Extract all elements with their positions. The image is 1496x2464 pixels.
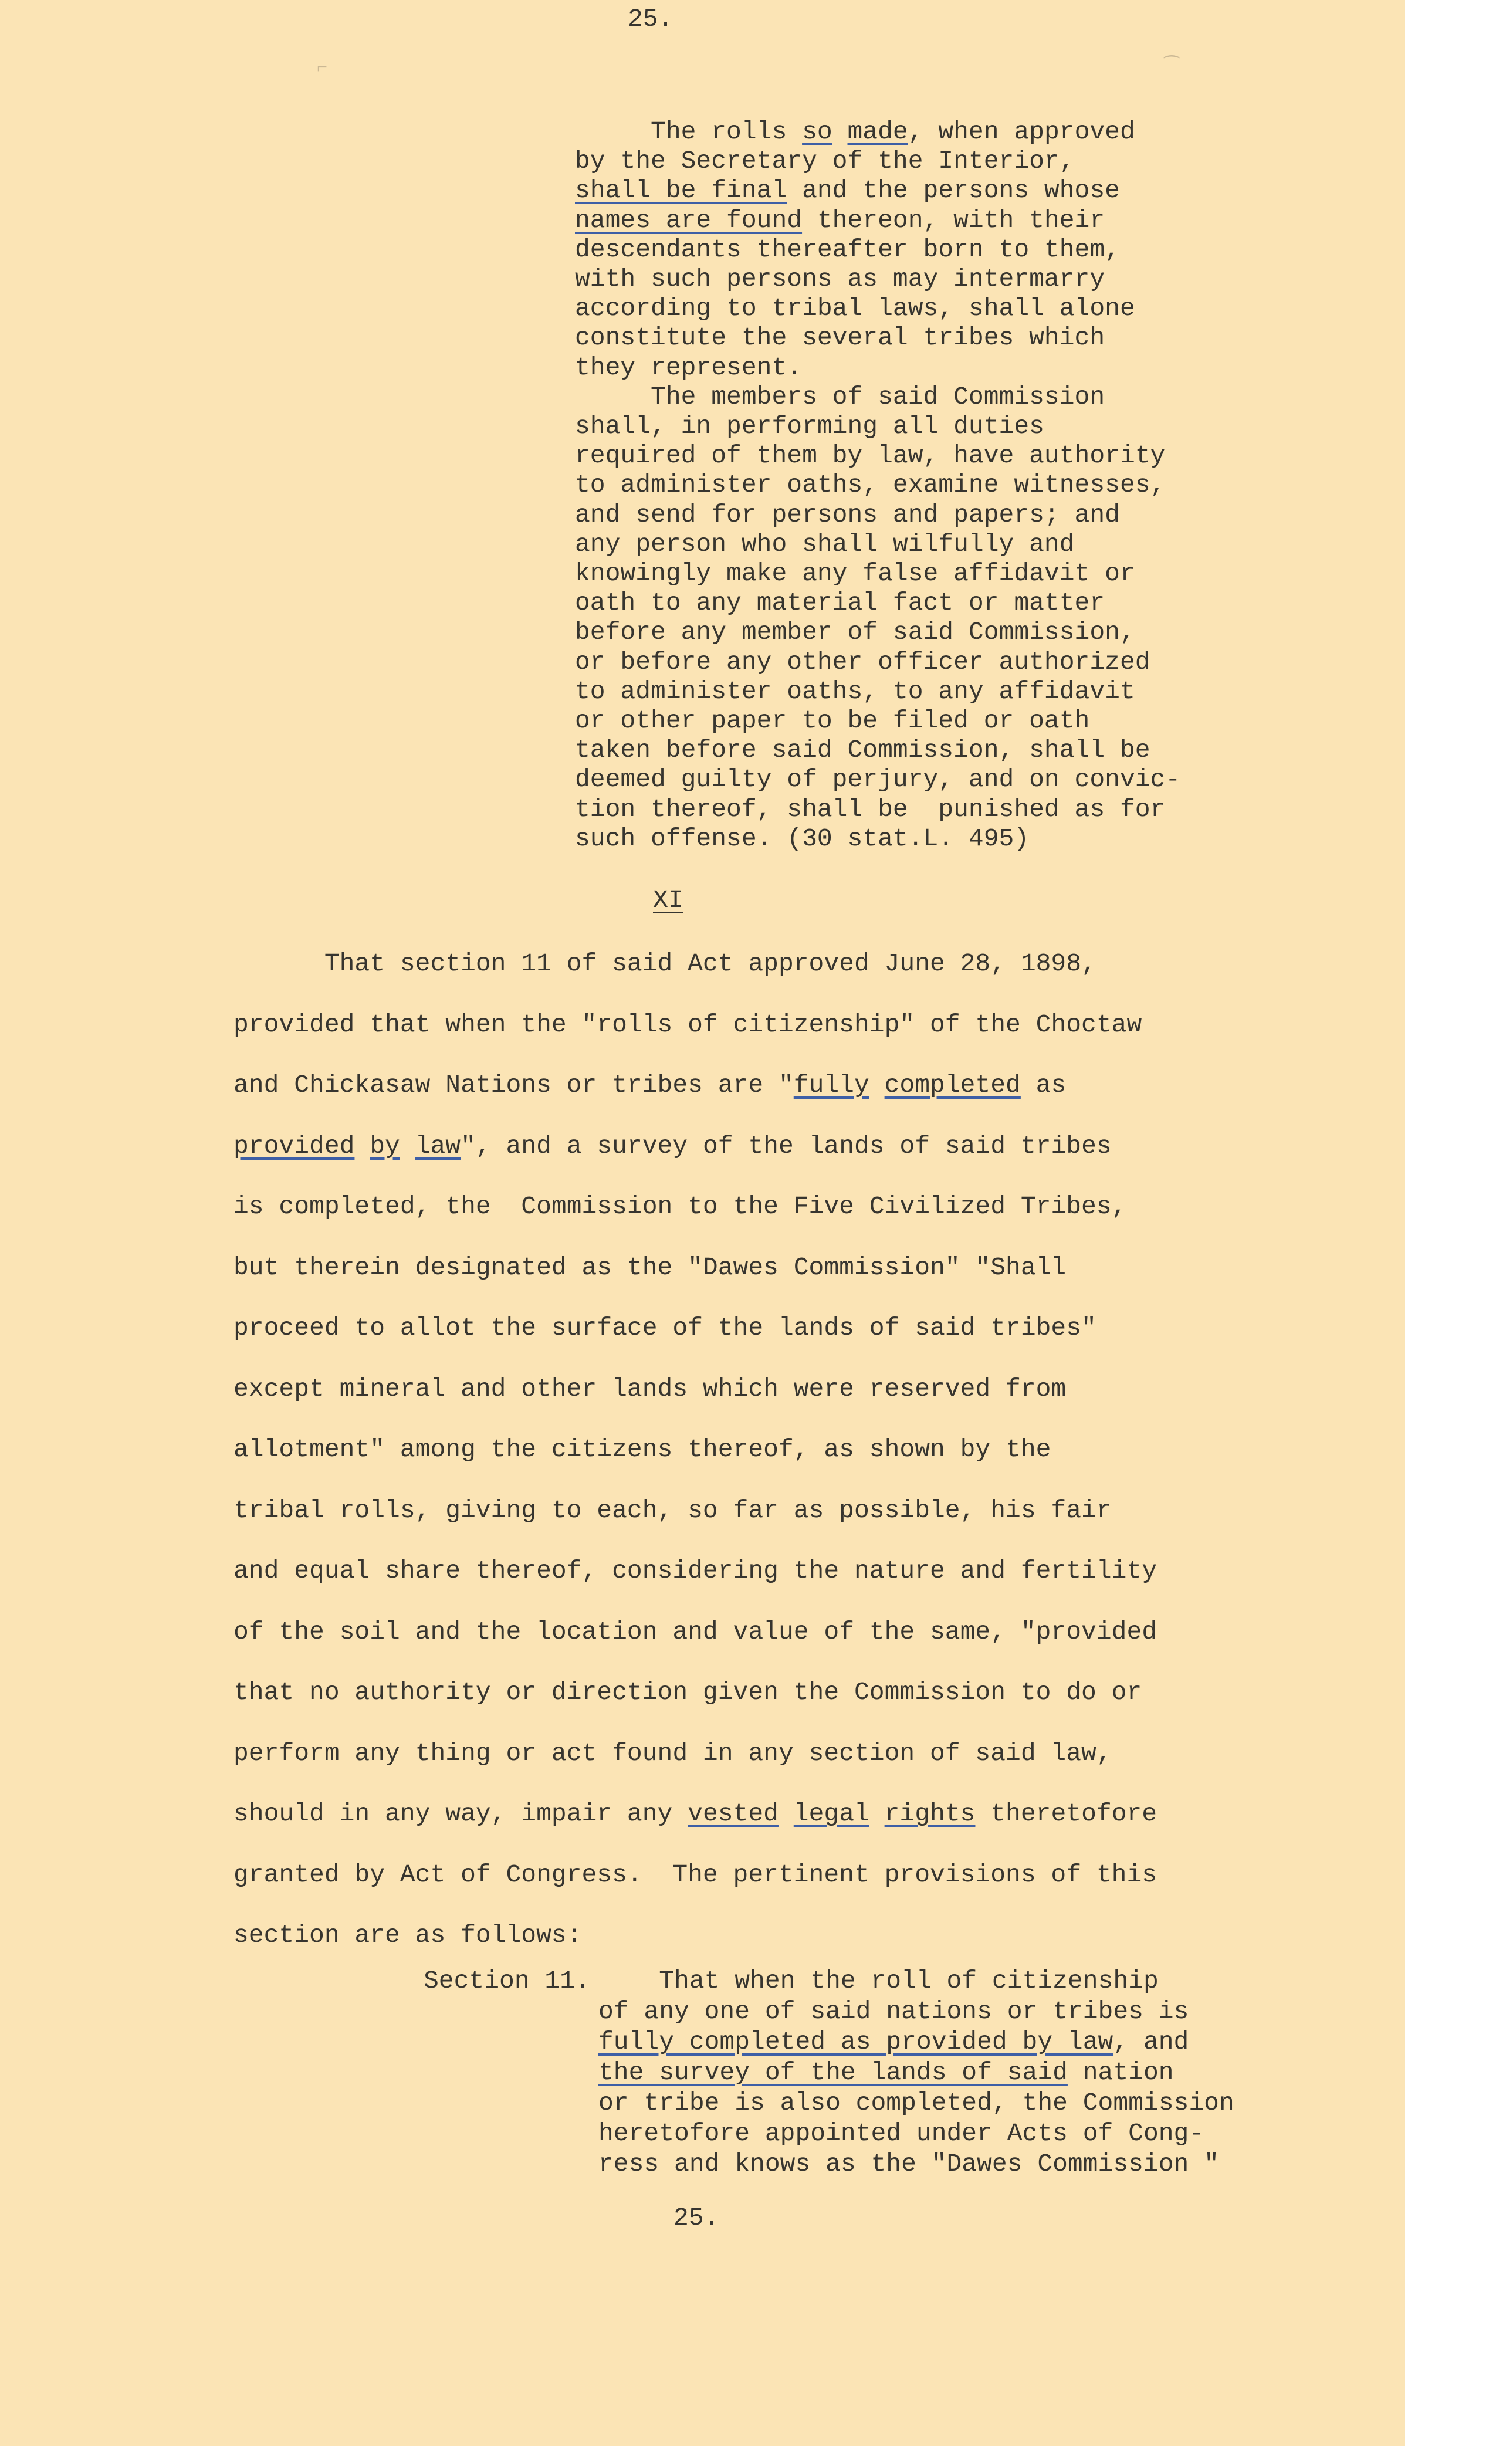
text-line: [575, 412, 1044, 441]
text-line: [233, 1129, 1112, 1164]
text-line: [575, 648, 1150, 677]
text-run: [400, 1132, 415, 1160]
text-run: according to tribal laws, shall alone: [575, 294, 1135, 323]
section-heading: XI: [653, 886, 683, 915]
text-line: [575, 530, 1075, 559]
text-run: ", and a survey of the lands of said tribes: [461, 1131, 1112, 1160]
text-run: with such persons as may intermarry: [575, 265, 1105, 293]
text-line: [575, 235, 1120, 265]
text-line: [233, 1493, 1112, 1528]
text-run: but therein designated as the "Dawes Commission" "Shall: [233, 1253, 1067, 1282]
text-run: , and: [1113, 2028, 1189, 2056]
underlined-text: completed: [884, 1071, 1021, 1099]
text-run: as: [1020, 1071, 1067, 1099]
text-line: [233, 1553, 1157, 1589]
text-run: [869, 1799, 885, 1828]
underlined-text: law: [415, 1131, 461, 1160]
text-run: to administer oaths, to any affidavit: [575, 676, 1135, 706]
text-line: [233, 1007, 1142, 1043]
text-line: [233, 1250, 1066, 1285]
text-run: That section 11 of said Act approved June 28, 1898,: [233, 949, 1096, 978]
text-line: [575, 383, 1105, 412]
text-run: The rolls: [575, 117, 803, 146]
text-line: [233, 1311, 1096, 1346]
text-run: that no authority or direction given the Commission to do or: [233, 1678, 1142, 1707]
text-line: [575, 559, 1135, 588]
text-run: [354, 1132, 370, 1160]
text-run: nation: [1067, 2058, 1174, 2087]
text-line: [575, 117, 1135, 147]
underlined-text: legal: [793, 1799, 869, 1828]
text-line: [575, 265, 1105, 294]
text-line: [575, 736, 1150, 765]
text-run: or before any other officer authorized: [575, 647, 1150, 676]
text-run: section are as follows:: [233, 1921, 582, 1949]
text-line: [575, 795, 1165, 824]
text-run: theretofore: [975, 1799, 1157, 1828]
text-run: should in any way, impair any: [233, 1799, 688, 1828]
text-run: proceed to allot the surface of the lands of said tribes": [233, 1314, 1096, 1342]
text-line: [575, 765, 1180, 794]
text-line: [575, 323, 1105, 353]
text-run: by the Secretary of the Interior,: [575, 147, 1075, 176]
text-line: [233, 1675, 1142, 1710]
text-line: [575, 500, 1120, 530]
text-line: [575, 206, 1105, 235]
text-run: or other paper to be filed or oath: [575, 706, 1090, 735]
text-run: tribal rolls, giving to each, so far as possible, his fair: [233, 1495, 1112, 1525]
text-run: required of them by law, have authority: [575, 441, 1166, 471]
text-run: ress and knows as the "Dawes Commission ": [598, 2150, 1219, 2178]
text-run: shall, in performing all duties: [575, 412, 1044, 441]
text-run: thereon, with their: [802, 205, 1105, 235]
text-line: [233, 1857, 1157, 1893]
text-run: descendants thereafter born to them,: [575, 235, 1120, 264]
text-run: is completed, the Commission to the Five Civilized Tribes,: [233, 1192, 1127, 1221]
text-line: [598, 2119, 1204, 2148]
underlined-text: shall be final: [575, 176, 787, 205]
text-run: heretofore appointed under Acts of Cong-: [598, 2119, 1204, 2148]
underlined-text: fully: [793, 1071, 869, 1099]
text-line: [575, 294, 1135, 323]
text-run: [869, 1071, 885, 1099]
text-line: [233, 1068, 1066, 1103]
text-run: and Chickasaw Nations or tribes are ": [233, 1071, 794, 1099]
text-run: oath to any material fact or matter: [575, 588, 1105, 618]
text-run: any person who shall wilfully and: [575, 529, 1075, 559]
text-run: or tribe is also completed, the Commission: [598, 2089, 1234, 2117]
text-line: [575, 471, 1165, 500]
underlined-text: rights: [884, 1799, 976, 1828]
text-run: provided that when the "rolls of citizenship" of the Choctaw: [233, 1010, 1142, 1039]
text-run: [779, 1799, 794, 1828]
text-line: [598, 2028, 1189, 2057]
text-run: of the soil and the location and value of the same, "provided: [233, 1617, 1157, 1646]
text-line: [598, 2089, 1234, 2118]
page-number-bottom: 25.: [673, 2204, 719, 2232]
text-run: and the persons whose: [787, 176, 1120, 205]
text-line: [233, 1615, 1157, 1650]
text-run: [832, 117, 848, 146]
text-line: [575, 353, 802, 383]
text-line: [233, 1918, 582, 1953]
text-run: and equal share thereof, considering the nature and fertility: [233, 1556, 1157, 1585]
text-run: they represent.: [575, 353, 803, 382]
text-run: taken before said Commission, shall be: [575, 736, 1150, 765]
text-line: [233, 1432, 1051, 1467]
text-line: [598, 1967, 1159, 1996]
text-line: [233, 1736, 1112, 1771]
text-run: tion thereof, shall be punished as for: [575, 794, 1166, 824]
text-run: The members of said Commission: [575, 382, 1105, 411]
page-number-top: 25.: [628, 5, 673, 33]
text-run: deemed guilty of perjury, and on convic-: [575, 765, 1181, 794]
text-run: knowingly make any false affidavit or: [575, 559, 1135, 588]
underlined-text: vested: [688, 1799, 779, 1828]
quote-section-label: Section 11.: [424, 1967, 590, 1995]
text-line: [575, 588, 1105, 618]
text-line: [233, 1372, 1066, 1407]
text-line: [575, 618, 1135, 647]
text-run: , when approved: [908, 117, 1135, 146]
text-run: and send for persons and papers; and: [575, 500, 1120, 529]
text-run: except mineral and other lands which were reserved from: [233, 1374, 1067, 1403]
text-run: That when the roll of citizenship: [598, 1967, 1159, 1995]
underlined-text: names are found: [575, 205, 803, 235]
text-run: before any member of said Commission,: [575, 618, 1135, 647]
text-run: granted by Act of Congress. The pertinent provisions of this: [233, 1860, 1157, 1889]
text-line: [598, 1997, 1189, 2026]
text-line: [575, 441, 1165, 471]
text-line: [233, 1796, 1157, 1832]
text-run: to administer oaths, examine witnesses,: [575, 471, 1166, 500]
underlined-text: the survey of the lands of said: [598, 2058, 1068, 2087]
underlined-text: by: [370, 1131, 400, 1160]
text-line: [233, 1189, 1126, 1224]
text-line: [575, 824, 1029, 854]
paper-mark: ⁀: [1165, 57, 1179, 77]
text-line: [575, 677, 1135, 706]
text-line: [598, 2150, 1219, 2179]
underlined-text: fully completed as provided by law: [598, 2028, 1113, 2056]
text-run: of any one of said nations or tribes is: [598, 1997, 1189, 2026]
text-line: [598, 2058, 1174, 2087]
paper-mark: ⌐: [317, 59, 328, 79]
text-line: [575, 147, 1075, 176]
underlined-text: so: [802, 117, 832, 146]
text-run: perform any thing or act found in any section of said law,: [233, 1738, 1112, 1768]
underlined-text: made: [847, 117, 908, 146]
text-run: such offense. (30 stat.L. 495): [575, 824, 1030, 853]
text-line: [575, 176, 1120, 205]
text-run: allotment" among the citizens thereof, as shown by the: [233, 1435, 1051, 1464]
text-line: [233, 946, 1096, 981]
text-run: constitute the several tribes which: [575, 323, 1105, 353]
underlined-text: provided: [233, 1131, 355, 1160]
text-line: [575, 706, 1089, 736]
